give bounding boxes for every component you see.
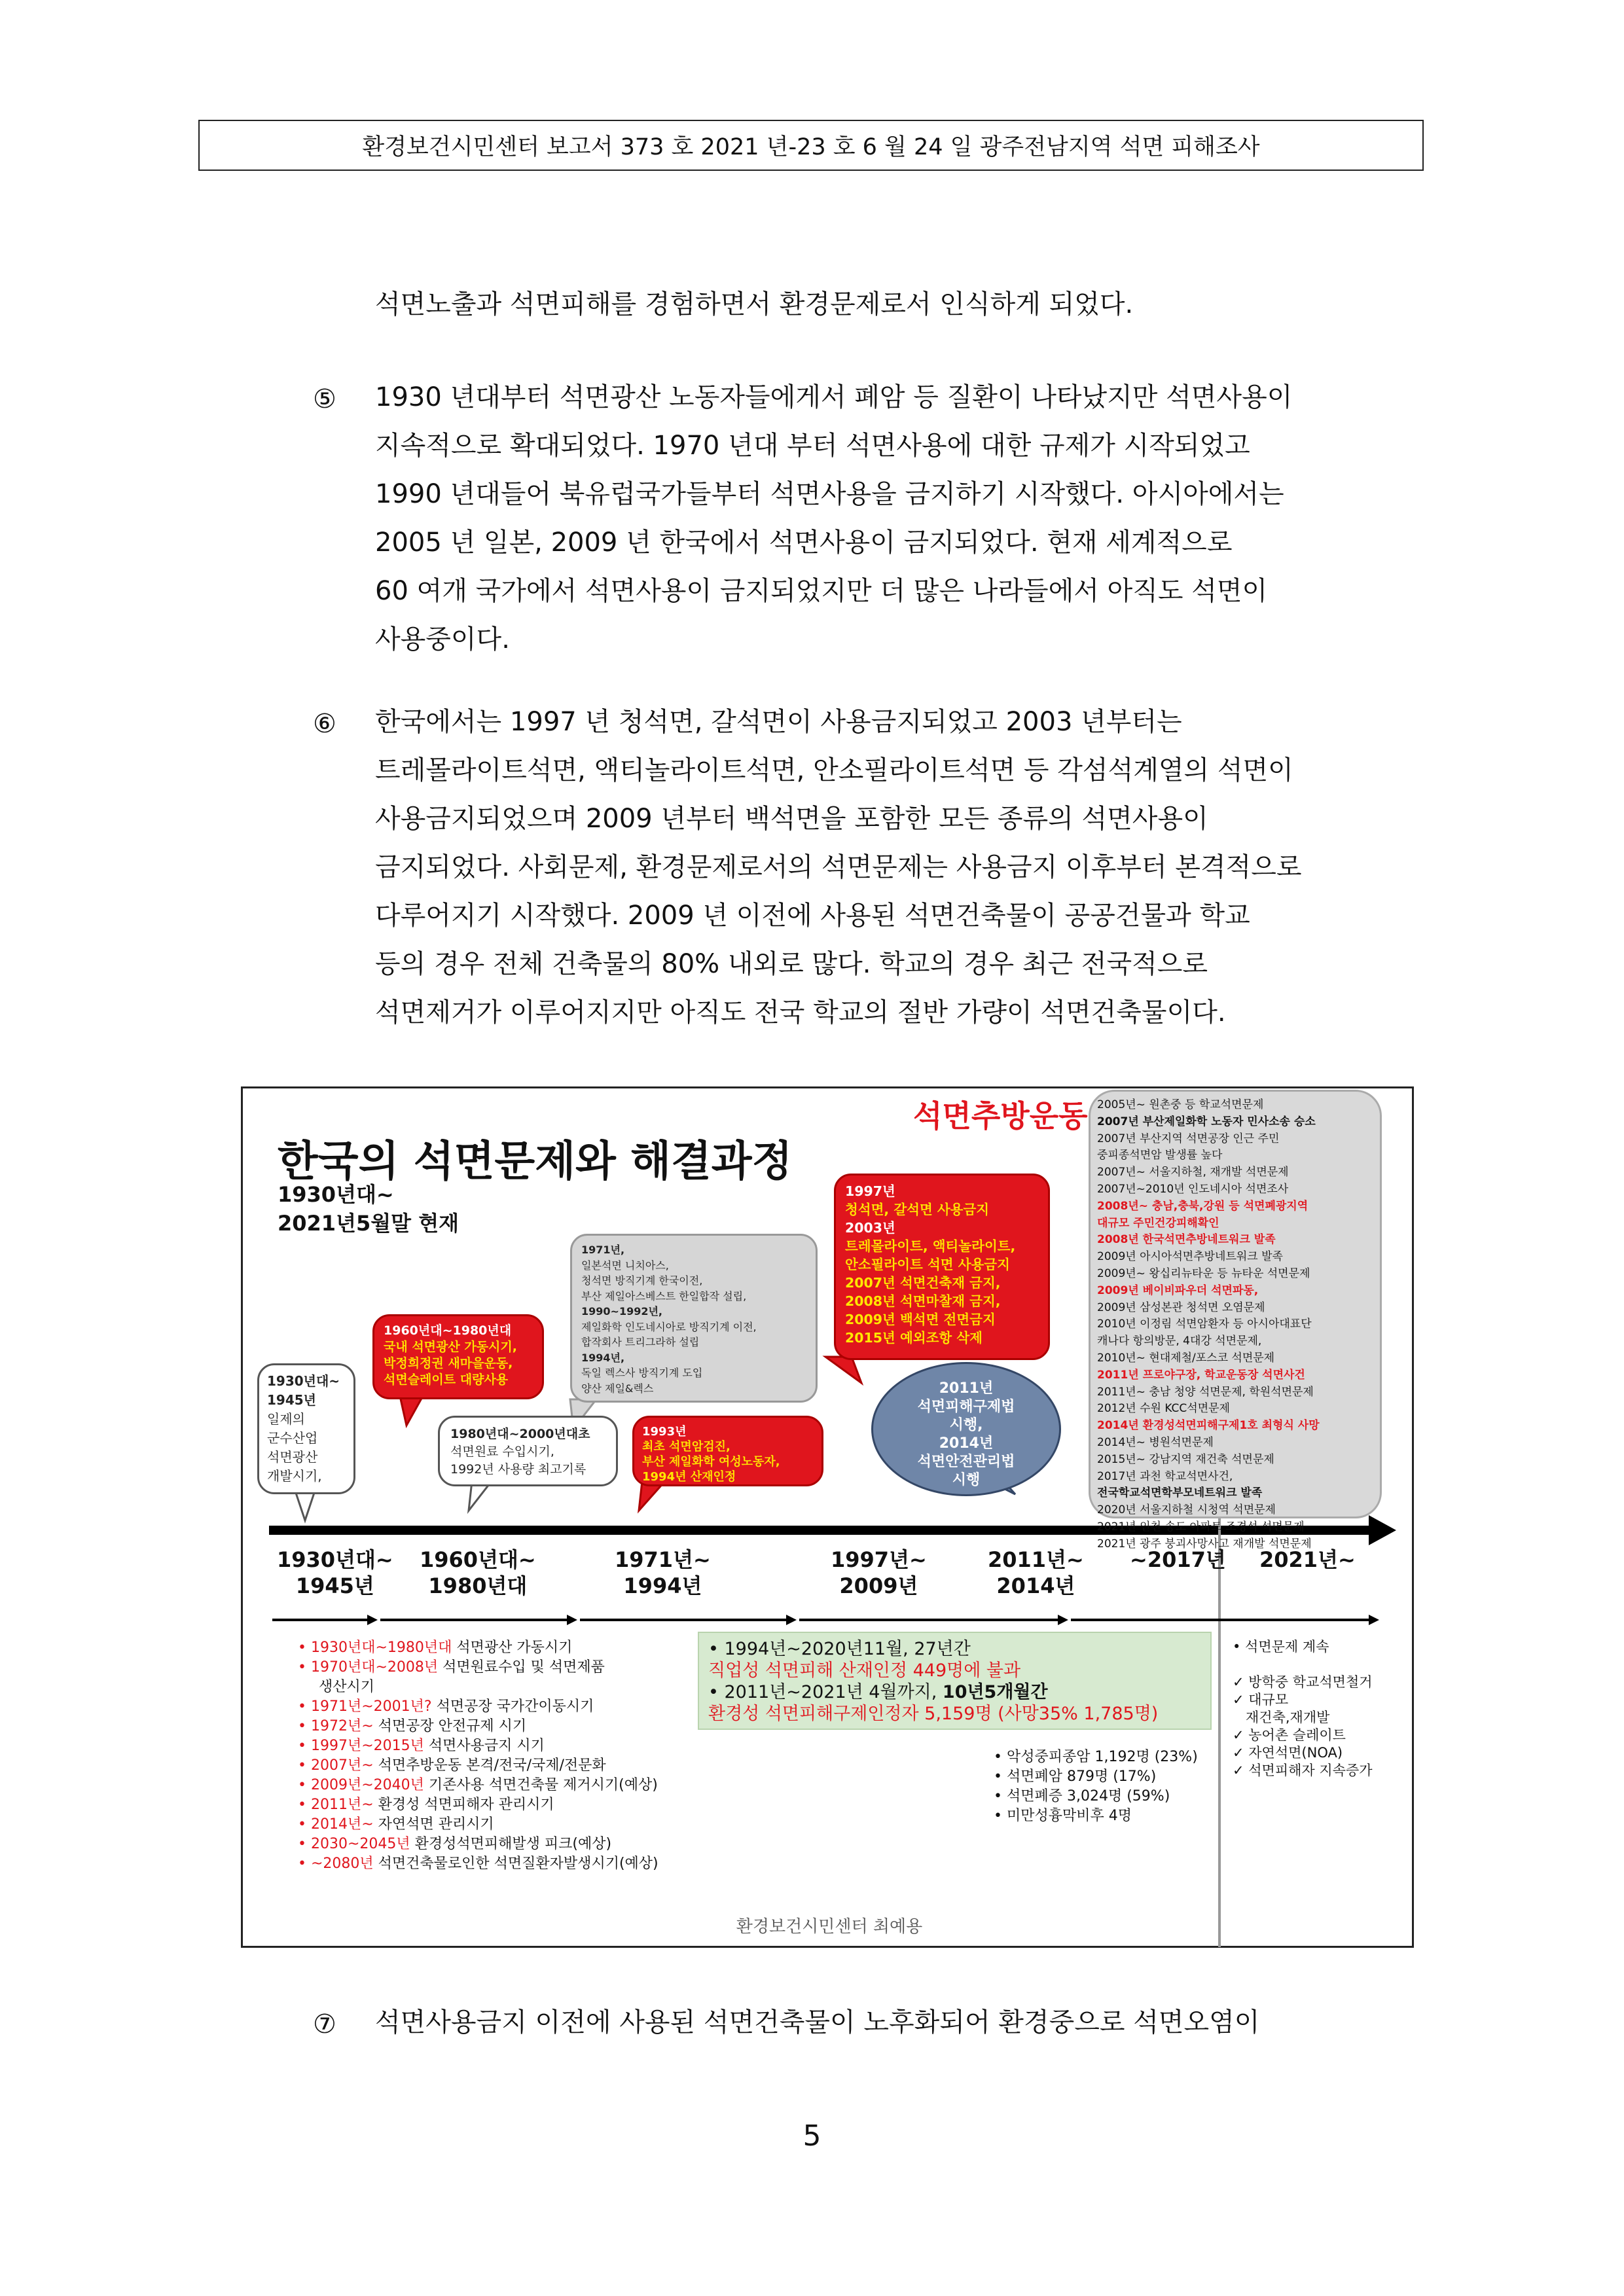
bubble-tail [400, 1396, 423, 1426]
bubble-line: 1945년 [267, 1392, 316, 1408]
period-description: 석면추방운동 본격/전국/국제/전문화 [373, 1757, 606, 1774]
period-label [988, 1547, 1084, 1599]
summary-part: 10년5개월간 [942, 1682, 1048, 1702]
sub-arrow-head [1058, 1615, 1068, 1625]
period-list-item [298, 1697, 659, 1717]
bubble-2011 [871, 1362, 1061, 1496]
period-start: 1971년~ [615, 1547, 711, 1572]
period-end: 2009년 [839, 1573, 918, 1598]
intro-line: 석면노출과 석면피해를 경험하면서 환경문제로서 인식하게 되었다. [375, 289, 1134, 319]
bubble-line: 양산 제일&렉스 [581, 1382, 654, 1395]
bubble-line: 석면안전관리법 [917, 1454, 1015, 1470]
bubble-line: 일제의 [267, 1411, 305, 1427]
period-years: 1930년대~1980년대 [310, 1640, 452, 1656]
bubble-line: 독일 렉스사 방직기계 도입 [581, 1367, 703, 1379]
item-6-line: 사용금지되었으며 2009 년부터 백석면을 포함한 모든 종류의 석면사용이 [375, 804, 1208, 834]
period-years: 2009년~2040년 [310, 1777, 424, 1793]
bubble-tail [825, 1357, 861, 1383]
campaign-event: 2021년 인천 송도 아파트 조경석 석면문제 [1097, 1520, 1305, 1534]
period-description: 석면원료수입 및 석면제품 [438, 1659, 605, 1676]
campaign-event: 2008년 한국석면추방네트워크 발족 [1097, 1233, 1276, 1247]
period-years: 2014년~ [310, 1816, 374, 1833]
bubble-line: 군수산업 [267, 1430, 318, 1446]
bubble-line: 석면피해구제법 [917, 1399, 1015, 1415]
campaign-event: 2008년~ 충남,충북,강원 등 석면폐광지역 [1097, 1199, 1308, 1213]
figure-subtitle-line: 1930년대~ [278, 1182, 394, 1207]
campaign-event: 대규모 주민건강피해확인 [1097, 1216, 1219, 1230]
bubble-1980 [438, 1416, 618, 1486]
period-list-item [298, 1736, 659, 1756]
campaign-event: 2007년~2010년 인도네시아 석면조사 [1097, 1182, 1289, 1196]
bullet-icon: • [298, 1836, 311, 1852]
period-start: 1960년대~ [420, 1547, 536, 1572]
summary-line: • 1994년~2020년11월, 27년간 [708, 1639, 971, 1659]
bubble-line: 1971년, [581, 1244, 625, 1256]
period-label [1259, 1547, 1356, 1573]
period-years: 2011년~ [310, 1797, 374, 1813]
bubble-line: 안소필라이트 석면 사용금지 [845, 1257, 1010, 1272]
period-start: 1930년대~ [277, 1547, 393, 1572]
sub-arrow-head [367, 1615, 378, 1625]
period-description: 환경성 석면피해자 관리시기 [373, 1797, 554, 1813]
item-5-line: 사용중이다. [375, 624, 510, 655]
period-list-item [298, 1776, 659, 1795]
victim-summary-box [698, 1632, 1212, 1730]
campaign-event: 캐나다 항의방문, 4대강 석면문제, [1097, 1335, 1262, 1348]
campaign-event: 2011년~ 충남 청양 석면문제, 학원석면문제 [1097, 1385, 1314, 1399]
bubble-line: 최초 석면암검진, [642, 1440, 731, 1454]
item-5-line: 2005 년 일본, 2009 년 한국에서 석면사용이 금지되었다. 현재 세계적으로 [375, 528, 1233, 558]
bubble-line: 시행 [952, 1472, 981, 1488]
page-number: 5 [803, 2119, 821, 2153]
bubble-line: 부산 제일아스베스트 한일합작 설립, [581, 1289, 747, 1302]
summary-line: 직업성 석면피해 산재인정 449명에 불과 [708, 1660, 1021, 1681]
period-list-item [298, 1835, 659, 1854]
stat-item: • 악성중피종암 1,192명 (23%) [994, 1749, 1198, 1765]
period-list-item [298, 1815, 659, 1835]
bubble-line: 시행, [949, 1417, 983, 1433]
campaign-event: 2009년~ 왕십리뉴타운 등 뉴타운 석면문제 [1097, 1266, 1310, 1280]
item-5-line: 60 여개 국가에서 석면사용이 금지되었지만 더 많은 나라들에서 아직도 석면이 [375, 576, 1268, 606]
figure-credit: 환경보건시민센터 최예용 [736, 1917, 923, 1937]
campaign-event: 중피종석면암 발생률 높다 [1097, 1149, 1223, 1162]
bubble-line: 1960년대~1980년대 [384, 1323, 512, 1338]
stat-text: 미만성흉막비후 4명 [1006, 1808, 1132, 1824]
campaign-event: 2014년~ 병원석면문제 [1097, 1435, 1214, 1449]
period-years: 1970년대~2008년 [310, 1659, 439, 1676]
campaign-event: 2017년 과천 학교석면사건, [1097, 1469, 1233, 1483]
period-years: 2030~2045년 [310, 1836, 410, 1852]
issue-item: ✓ 자연석면(NOA) [1233, 1745, 1343, 1761]
item-7-marker: ⑦ [313, 2009, 336, 2039]
bubble-1993 [632, 1416, 823, 1486]
bubble-line: 석면원료 수입시기, [450, 1444, 554, 1459]
campaign-event: 2015년~ 강남지역 재건축 석면문제 [1097, 1452, 1274, 1466]
period-list-item [298, 1854, 659, 1874]
campaign-label: 석면추방운동 [913, 1098, 1088, 1134]
campaign-event: 2012년 수원 KCC석면문제 [1097, 1402, 1230, 1416]
period-description: 석면사용금지 시기 [424, 1738, 545, 1754]
bubble-line: 2009년 백석면 전면금지 [845, 1312, 996, 1327]
issue-item: ✓ 농어촌 슬레이트 [1233, 1727, 1346, 1743]
bubble-line: 2008년 석면마찰재 금지, [845, 1293, 1001, 1309]
bullet-icon: • [298, 1659, 311, 1676]
period-years: 1997년~2015년 [310, 1738, 424, 1754]
bubble-line: 청석면, 갈석면 사용금지 [845, 1202, 990, 1217]
stat-item: • 미만성흉막비후 4명 [994, 1808, 1132, 1824]
bubble-1971 [570, 1234, 818, 1403]
campaign-event: 2014년 환경성석면피해구제1호 최형식 사망 [1097, 1419, 1320, 1433]
period-years: 1972년~ [310, 1718, 374, 1734]
period-list-item [298, 1658, 659, 1677]
campaign-event: 2011년 프로야구장, 학교운동장 석면사건 [1097, 1368, 1305, 1382]
campaign-event: 2005년~ 원촌중 등 학교석면문제 [1097, 1098, 1264, 1111]
period-start: ~2017년 [1130, 1547, 1226, 1572]
item-6-line: 한국에서는 1997 년 청석면, 갈석면이 사용금지되었고 2003 년부터는 [375, 707, 1182, 737]
issue-item: ✓ 석면피해자 지속증가 [1233, 1763, 1373, 1778]
stat-item: • 석면폐증 3,024명 (59%) [994, 1788, 1170, 1804]
campaign-event: 2021년 광주 붕괴사망사고 재개발 석면문제 [1097, 1537, 1312, 1551]
report-header-title: 환경보건시민센터 보고서 373 호 2021 년-23 호 6 월 24 일 광주전남지역 석면 피해조사 [362, 134, 1260, 160]
report-header [198, 120, 1424, 171]
bubble-line: 2015년 예외조항 삭제 [845, 1330, 983, 1346]
bubble-line: 1993년 [642, 1425, 687, 1439]
period-label [1130, 1547, 1226, 1573]
bubble-1930 [257, 1363, 355, 1494]
item-6-text [375, 698, 1301, 1037]
bullet-icon: • [298, 1797, 311, 1813]
item-5-line: 1990 년대들어 북유럽국가들부터 석면사용을 금지하기 시작했다. 아시아에서는 [375, 479, 1284, 509]
campaign-event: 2007년 부산지역 석면공장 인근 주민 [1097, 1132, 1280, 1145]
period-description: 석면광산 가동시기 [452, 1640, 573, 1656]
bubble-line: 제일화학 인도네시아로 방직기계 이전, [581, 1320, 757, 1333]
ongoing-issues-list [1233, 1638, 1373, 1780]
bullet-icon: • [298, 1777, 311, 1793]
bubble-tail [295, 1491, 315, 1520]
campaign-event: 2010년 이정림 석면암환자 등 아시아대표단 [1097, 1318, 1312, 1331]
period-list [298, 1638, 659, 1874]
period-description: 석면공장 국가간이동시기 [431, 1698, 594, 1715]
period-years: 2007년~ [310, 1757, 374, 1774]
item-6-line: 석면제거가 이루어지지만 아직도 전국 학교의 절반 가량이 석면건축물이다. [375, 997, 1226, 1028]
bubble-line: 석면슬레이트 대량사용 [384, 1372, 509, 1387]
bubble-line: 석면광산 [267, 1449, 318, 1465]
issue-item: ✓ 대규모 [1233, 1692, 1289, 1708]
period-start: 1997년~ [831, 1547, 927, 1572]
item-6-marker: ⑥ [313, 709, 336, 739]
figure-subtitle [278, 1180, 459, 1238]
issue-item: ✓ 방학중 학교석면철거 [1233, 1674, 1373, 1690]
campaign-event: 2009년 아시아석면추방네트워크 발족 [1097, 1250, 1283, 1264]
bubble-line: 개발시기, [267, 1468, 322, 1484]
asbestos-timeline-figure [241, 1086, 1414, 1948]
item-6-line: 트레몰라이트석면, 액티놀라이트석면, 안소필라이트석면 등 각섬석계열의 석면이 [375, 755, 1293, 785]
campaign-event: 2010년~ 현대제철/포스코 석면문제 [1097, 1351, 1275, 1365]
period-end: 2014년 [996, 1573, 1075, 1598]
bubble-line: 청석면 방직기계 한국이전, [581, 1274, 703, 1287]
bubble-1997 [834, 1174, 1050, 1360]
bullet-icon: • [298, 1856, 311, 1872]
item-5-marker: ⑤ [313, 384, 336, 414]
bubble-line: 2011년 [939, 1380, 994, 1397]
period-label [615, 1547, 711, 1599]
bubble-line: 트레몰라이트, 액티놀라이트, [845, 1238, 1016, 1254]
bubble-line: 1992년 사용량 최고기록 [450, 1462, 586, 1477]
period-list-item [298, 1756, 659, 1776]
period-years: 1971년~2001년? [310, 1698, 432, 1715]
campaign-event: 2009년 삼성본관 청석면 오염문제 [1097, 1300, 1265, 1314]
item-5-text [375, 373, 1292, 664]
period-start: 2021년~ [1259, 1547, 1356, 1572]
period-label [831, 1547, 927, 1599]
campaign-event: 2007년~ 서울지하철, 재개발 석면문제 [1097, 1166, 1289, 1179]
disease-stats [994, 1748, 1198, 1826]
bubble-line: 1994년 산재인정 [642, 1470, 736, 1484]
sub-arrow-head [786, 1615, 797, 1625]
summary-part: • 2011년~2021년 4월까지, [708, 1682, 943, 1702]
item-6-line: 금지되었다. 사회문제, 환경문제로서의 석면문제는 사용금지 이후부터 본격적으로 [375, 852, 1302, 882]
item-6-line: 등의 경우 전체 건축물의 80% 내외로 많다. 학교의 경우 최근 전국적으로 [375, 949, 1208, 979]
bubble-line: 2014년 [939, 1435, 994, 1452]
figure-title: 한국의 석면문제와 해결과정 [278, 1138, 793, 1186]
item-7-line: 석면사용금지 이전에 사용된 석면건축물이 노후화되어 환경중으로 석면오염이 [375, 2007, 1260, 2037]
period-end: 1945년 [295, 1573, 374, 1598]
sub-arrow-head [567, 1615, 577, 1625]
bubble-line: 1994년, [581, 1351, 625, 1364]
bubble-line: 1997년 [845, 1183, 895, 1199]
bullet-icon: • [298, 1640, 311, 1656]
bubble-line: 부산 제일화학 여성노동자, [642, 1455, 780, 1469]
item-5-line: 지속적으로 확대되었다. 1970 년대 부터 석면사용에 대한 규제가 시작되었고 [375, 431, 1250, 461]
stat-text: 석면폐암 879명 (17%) [1006, 1768, 1157, 1785]
period-list-item [298, 1677, 659, 1697]
summary-line [708, 1681, 1201, 1703]
campaign-events-panel [1089, 1090, 1382, 1551]
period-description: 기존사용 석면건축물 제거시기(예상) [424, 1777, 658, 1793]
sub-arrow-head [1369, 1615, 1379, 1625]
period-end: 1994년 [623, 1573, 702, 1598]
summary-line: 환경성 석면피해구제인정자 5,159명 (사망35% 1,785명) [708, 1704, 1159, 1724]
bubble-line: 합작회사 트리그라하 설립 [581, 1336, 700, 1348]
period-description: 석면건축물로인한 석면질환자발생시기(예상) [373, 1856, 659, 1872]
bullet-icon: • [298, 1757, 311, 1774]
campaign-event: 2009년 베이비파우더 석면파동, [1097, 1283, 1259, 1297]
period-description: 생산시기 [319, 1679, 375, 1695]
bullet-icon: • [298, 1816, 311, 1833]
period-list-item [298, 1638, 659, 1658]
period-start: 2011년~ [988, 1547, 1084, 1572]
bullet-icon: • [298, 1718, 311, 1734]
bubble-1960 [372, 1314, 544, 1399]
period-end: 1980년대 [428, 1573, 528, 1598]
stat-item: • 석면폐암 879명 (17%) [994, 1768, 1157, 1785]
bubble-line: 2007년 석면건축재 금지, [845, 1275, 1001, 1291]
stat-text: 석면폐증 3,024명 (59%) [1006, 1788, 1170, 1804]
bubble-line: 1930년대~ [267, 1373, 340, 1389]
period-description: 석면공장 안전규제 시기 [373, 1718, 527, 1734]
period-description: 자연석면 관리시기 [373, 1816, 494, 1833]
bubble-line: 1980년대~2000년대초 [450, 1427, 590, 1441]
bullet-icon: • [298, 1698, 311, 1715]
period-description: 환경성석면피해발생 피크(예상) [410, 1836, 612, 1852]
campaign-event: 2020년 서울지하철 시청역 석면문제 [1097, 1503, 1276, 1517]
period-list-item [298, 1717, 659, 1736]
item-5-line: 1930 년대부터 석면광산 노동자들에게서 폐암 등 질환이 나타났지만 석면사용이 [375, 382, 1293, 412]
period-list-item [298, 1795, 659, 1815]
campaign-event: 전국학교석면학부모네트워크 발족 [1097, 1486, 1263, 1500]
issue-item [1233, 1656, 1373, 1674]
bullet-icon: • [298, 1738, 311, 1754]
bubble-line: 박정희정권 새마을운동, [384, 1356, 513, 1371]
item-6-line: 다루어지기 시작했다. 2009 년 이전에 사용된 석면건축물이 공공건물과 학교 [375, 901, 1250, 931]
period-years: ~2080년 [310, 1856, 374, 1872]
bubble-line: 2003년 [845, 1220, 895, 1236]
bubble-line: 일본석면 니치아스, [581, 1259, 669, 1272]
bubble-line: 1990~1992년, [581, 1305, 663, 1318]
bubble-line: 국내 석면광산 가동시기, [384, 1340, 517, 1354]
campaign-event: 2007년 부산제일화학 노동자 민사소송 승소 [1097, 1115, 1316, 1128]
stat-text: 악성중피종암 1,192명 (23%) [1006, 1749, 1198, 1765]
figure-subtitle-line: 2021년5월말 현재 [278, 1211, 460, 1236]
item-7-text [375, 1998, 1259, 2047]
issue-item: 재건축,재개발 [1233, 1710, 1330, 1725]
period-label [277, 1547, 393, 1599]
issue-item: • 석면문제 계속 [1233, 1639, 1329, 1655]
period-label [420, 1547, 536, 1599]
